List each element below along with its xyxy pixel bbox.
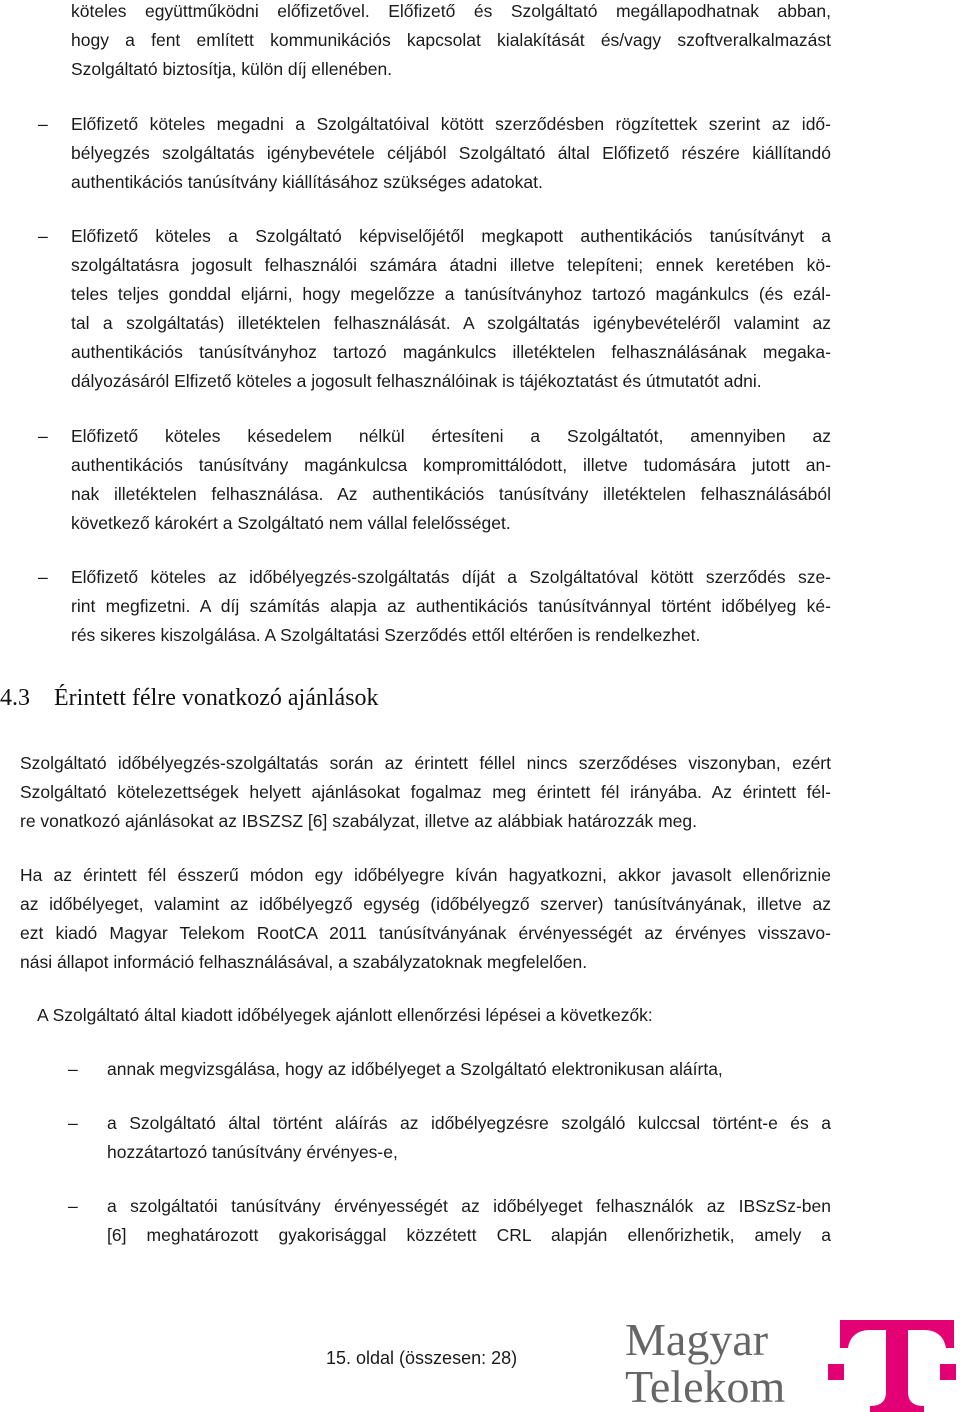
- bullet-line: szolgáltatásra jogosult felhasználói számára átadni illetve telepíteni; ennek keretében kö-: [71, 255, 831, 275]
- paragraph-line: Szolgáltató időbélyegzés-szolgáltatás során az érintett féllel nincs szerződéses viszonyban, ezért: [20, 753, 831, 773]
- logo-text-telekom: Telekom: [625, 1361, 786, 1412]
- paragraph-line: az időbélyeget, valamint az időbélyegző egység (időbélyegző szerver) tanúsítványának, illetve az: [20, 894, 831, 914]
- bullet-line: nak illetéktelen felhasználása. Az authentikációs tanúsítvány illetéktelen felhasználásából: [71, 484, 831, 504]
- text-line: hogy a fent említett kommunikációs kapcsolat kialakítását és/vagy szoftveralkalmazást: [71, 30, 831, 50]
- step-line: a szolgáltatói tanúsítvány érvényességét az időbélyeget felhasználók az IBSzSz-ben: [107, 1196, 831, 1216]
- bullet-dash: –: [38, 114, 48, 134]
- bullet-line: Előfizető köteles megadni a Szolgáltatóival kötött szerződésben rögzítettek szerint az idő-: [71, 114, 831, 134]
- bullet-line: rint megfizetni. A díj számítás alapja az authentikációs tanúsítvánnyal történt időbélyeg ké-: [71, 596, 831, 616]
- paragraph-line: ezt kiadó Magyar Telekom RootCA 2011 tanúsítványának érvényességét az érvényes visszavo-: [20, 923, 831, 943]
- paragraph-line: Szolgáltató kötelezettségek helyett ajánlásokat fogalmaz meg érintett fél irányába. Az érintett fél-: [20, 782, 831, 802]
- bullet-dash: –: [68, 1113, 78, 1133]
- bullet-line: dályozásáról Elfizető köteles a jogosult felhasználóinak is tájékoztatást és útmutatót adni.: [71, 371, 762, 391]
- logo-text-magyar: Magyar: [625, 1314, 769, 1365]
- bullet-dash: –: [38, 226, 48, 246]
- bullet-line: authentikációs tanúsítvány kiállításához szükséges adatokat.: [71, 172, 543, 192]
- step-line: [6] meghatározott gyakorisággal közzétett CRL alapján ellenőrizhetik, amely a: [107, 1225, 831, 1245]
- bullet-line: rés sikeres kiszolgálása. A Szolgáltatási Szerződés ettől eltérően is rendelkezhet.: [71, 625, 701, 645]
- bullet-line: teles teljes gonddal eljárni, hogy megelőzze a tanúsítványhoz tartozó magánkulcs (és ezál-: [71, 284, 831, 304]
- section-title: Érintett félre vonatkozó ajánlások: [54, 685, 379, 711]
- bullet-line: bélyegzés szolgáltatás igénybevétele céljából Szolgáltató által Előfizető részére kiállítandó: [71, 143, 831, 163]
- paragraph-line: nási állapot információ felhasználásával, a szabályzatoknak megfelelően.: [20, 952, 588, 972]
- text-line: Szolgáltató biztosítja, külön díj ellenében.: [71, 59, 393, 79]
- paragraph-line: re vonatkozó ajánlásokat az IBSZSZ [6] szabályzat, illetve az alábbiak határozzák meg.: [20, 811, 698, 831]
- bullet-line: Előfizető köteles késedelem nélkül értesíteni a Szolgáltatót, amennyiben az: [71, 426, 831, 446]
- step-line: annak megvizsgálása, hogy az időbélyeget a Szolgáltató elektronikusan aláírta,: [107, 1059, 723, 1079]
- bullet-dash: –: [68, 1196, 78, 1216]
- bullet-line: Előfizető köteles az időbélyegzés-szolgáltatás díját a Szolgáltatóval kötött szerződés sze-: [71, 567, 831, 587]
- bullet-line: authentikációs tanúsítványhoz tartozó magánkulcs illetéktelen felhasználásának megaka-: [71, 342, 831, 362]
- steps-intro: A Szolgáltató által kiadott időbélyegek ajánlott ellenőrzési lépései a következők:: [37, 1005, 653, 1025]
- telekom-t-shape: [828, 1320, 956, 1412]
- bullet-dash: –: [38, 426, 48, 446]
- paragraph-line: Ha az érintett fél ésszerű módon egy időbélyegre kíván hagyatkozni, akkor javasolt ellenőriznie: [20, 865, 831, 885]
- bullet-line: authentikációs tanúsítvány magánkulcsa kompromittálódott, illetve tudomására jutott an-: [71, 455, 831, 475]
- bullet-dash: –: [68, 1059, 78, 1079]
- page-number: 15. oldal (összesen: 28): [326, 1348, 518, 1368]
- bullet-line: Előfizető köteles a Szolgáltató képviselőjétől megkapott authentikációs tanúsítványt a: [71, 226, 831, 246]
- section-heading: [0, 683, 379, 713]
- step-line: hozzátartozó tanúsítvány érvényes-e,: [107, 1142, 398, 1162]
- bullet-line: tal a szolgáltatás) illetéktelen felhasználását. A szolgáltatás igénybevételéről valamint az: [71, 313, 831, 333]
- step-line: a Szolgáltató által történt aláírás az időbélyegzésre szolgáló kulccsal történt-e és a: [107, 1113, 831, 1133]
- bullet-dash: –: [38, 567, 48, 587]
- telekom-t-logo-icon: [828, 1320, 960, 1412]
- text-line: köteles együttműködni előfizetővel. Előfizető és Szolgáltató megállapodhatnak abban,: [71, 1, 831, 21]
- bullet-line: következő károkért a Szolgáltató nem vállal felelősséget.: [71, 513, 511, 533]
- section-number: 4.3: [0, 685, 30, 711]
